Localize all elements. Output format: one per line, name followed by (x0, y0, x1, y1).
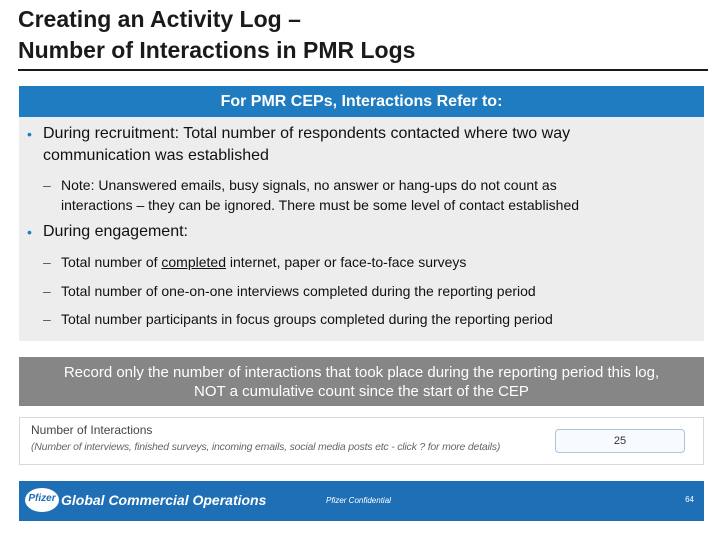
record-note-line1: Record only the number of interactions that took place during the reporting period this log, (63, 364, 660, 381)
record-note-line2: NOT a cumulative count since the start of the CEP (194, 383, 529, 400)
title-divider (18, 69, 708, 71)
bullet-recruitment-line1: During recruitment: Total number of respondents contacted where two way (43, 125, 571, 142)
footer-bar (19, 481, 704, 521)
sub-note (43, 175, 691, 215)
interactions-field-label: Number of Interactions (31, 423, 153, 437)
interactions-count-input[interactable]: 25 (555, 429, 685, 453)
bullet-recruitment (27, 123, 693, 167)
footer-brand: Global Commercial Operations (61, 492, 267, 508)
sub-surveys-underlined: completed (161, 254, 226, 270)
slide-title-line2: Number of Interactions in PMR Logs (18, 37, 416, 63)
sub-interviews (43, 281, 691, 301)
pfizer-logo (25, 488, 59, 512)
bullet-recruitment-line2: communication was established (43, 147, 269, 164)
slide-title-line1: Creating an Activity Log – (18, 6, 301, 32)
bullet-dot-icon: • (27, 126, 32, 142)
interactions-field-hint: (Number of interviews, finished surveys, incoming emails, social media posts etc - click ? for more details) (31, 441, 501, 453)
sub-note-line1: Note: Unanswered emails, busy signals, no answer or hang-ups do not count as (61, 177, 557, 193)
sub-surveys-prefix: Total number of (61, 254, 162, 270)
page-number: 64 (685, 495, 694, 504)
interactions-form-strip (19, 417, 704, 465)
footer-confidential: Pfizer Confidential (326, 496, 391, 505)
interactions-box-header: For PMR CEPs, Interactions Refer to: (19, 86, 704, 117)
dash-icon: – (43, 254, 51, 270)
sub-surveys (43, 252, 691, 272)
record-note (19, 357, 704, 406)
dash-icon: – (43, 283, 51, 299)
bullet-engagement (27, 221, 693, 243)
sub-focus-groups (43, 309, 691, 329)
slide-title (18, 4, 708, 66)
sub-interviews-text: Total number of one-on-one interviews completed during the reporting period (61, 283, 536, 299)
dash-icon: – (43, 311, 51, 327)
pfizer-logo-text: Pfizer (28, 493, 56, 504)
sub-focus-groups-text: Total number participants in focus groups completed during the reporting period (61, 311, 553, 327)
sub-note-line2: interactions – they can be ignored. There must be some level of contact established (61, 197, 580, 213)
bullet-dot-icon: • (27, 224, 32, 240)
dash-icon: – (43, 177, 51, 193)
interactions-box-body (19, 117, 704, 341)
bullet-engagement-text: During engagement: (43, 223, 188, 240)
sub-surveys-suffix: internet, paper or face-to-face surveys (225, 254, 467, 270)
